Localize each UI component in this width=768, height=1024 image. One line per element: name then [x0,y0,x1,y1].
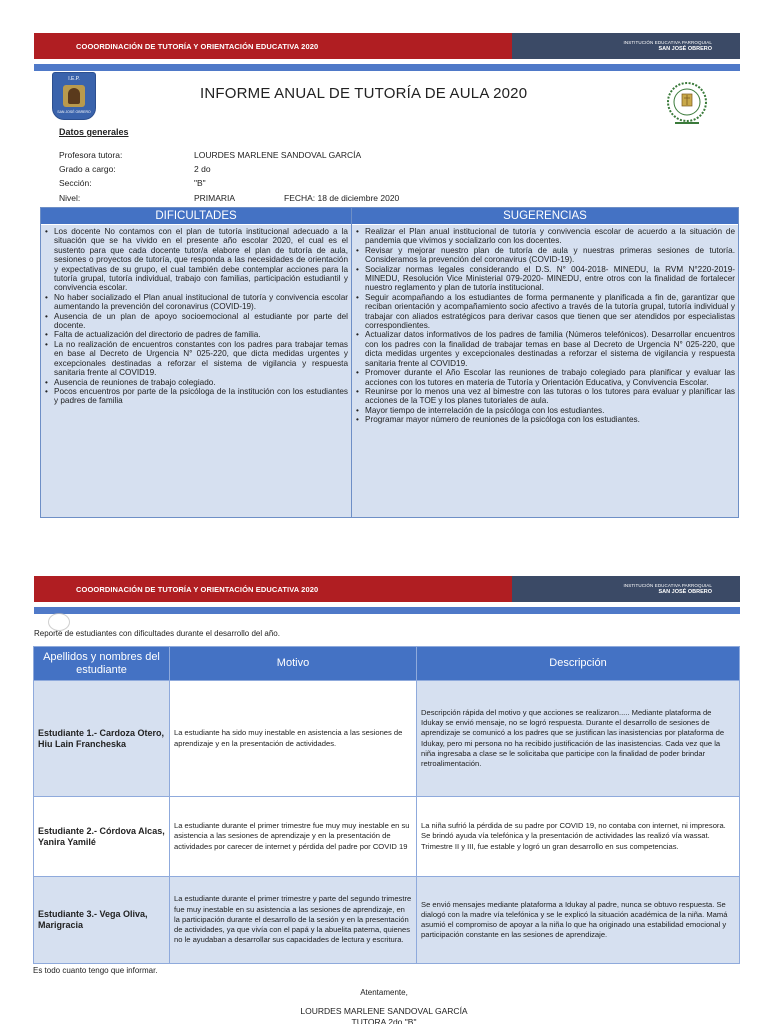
report-title: INFORME ANUAL DE TUTORÍA DE AULA 2020 [200,85,528,102]
difficulties-column [41,225,351,517]
closing-sentence: Es todo cuanto tengo que informar. [33,966,158,975]
students-table-header-row [34,647,740,681]
info-value: LOURDES MARLENE SANDOVAL GARCÍA [194,150,362,160]
students-table [33,646,740,964]
general-data-heading: Datos generales [59,127,129,137]
banner-institution-line1: INSTITUCIÓN EDUCATIVA PARROQUIAL [623,583,712,588]
suggestions-column [352,225,738,517]
student-name: Estudiante 2.- Córdova Alcas, Yanira Yamilé [34,797,170,877]
info-label: Nivel: [59,193,81,203]
student-name: Estudiante 3.- Vega Oliva, Marigracia [34,877,170,964]
student-description: Se envió mensajes mediante plataforma a Idukay al padre, nunca se obtuvo respuesta. Se dialogó con la madre vía telefónica y se le explicó la situación académica de la niña. Mamá asumió el compromiso de apoyar a la niña lo que ha originado una estabilidad emocional y participación constante en las sesiones de aprendizaje. [417,877,740,964]
info-label: Profesora tutora: [59,150,123,160]
column-header-name: Apellidos y nombres del estudiante [34,647,170,681]
student-motive: La estudiante durante el primer trimestre fue muy muy inestable en su asistencia a las sesiones de aprendizaje y en la presentación de actividades por carecer de internet y pérdida del padre por COVID 19 [170,797,417,877]
crest-top-text: I.E.P. [68,76,80,82]
difficulty-item: • Pocos encuentros por parte de la psicóloga de la institución con los estudiantes y padres de familia [44,387,348,406]
banner-institution-line1: INSTITUCIÓN EDUCATIVA PARROQUIAL [623,40,712,45]
suggestion-item: • Reunirse por lo menos una vez al bimestre con las tutoras o los tutores para evaluar y planificar las acciones de la TOE y los planes tutoriales de aula. [355,387,735,406]
banner-institution [512,576,740,602]
banner-coordination-text: COOORDINACIÓN DE TUTORÍA Y ORIENTACIÓN EDUCATIVA 2020 [34,33,512,59]
column-header-description: Descripción [417,647,740,681]
second-banner [34,576,740,602]
banner-coordination-text: COOORDINACIÓN DE TUTORÍA Y ORIENTACIÓN EDUCATIVA 2020 [34,576,512,602]
crest-figure-inner [68,88,80,104]
difficulties-header: DIFICULTADES [41,208,351,224]
difficulty-item: • Ausencia de reuniones de trabajo colegiado. [44,378,348,387]
info-label: Sección: [59,178,92,188]
institution-seal-logo [657,80,717,126]
banner-strip [34,64,740,71]
info-label: Grado a cargo: [59,164,116,174]
suggestion-item: • Seguir acompañando a los estudiantes de forma permanente y planificada a fin de, garantizar que reciban orientación y acompañamiento socio afectivo a través de la tutoría grupal, tutoría individual y trabajar con aliados estratégicos para derivar casos que tienen que ser atendidos por especialistas correspondientes. [355,293,735,331]
student-name: Estudiante 1.- Cardoza Otero, Hiu Lain Francheska [34,681,170,797]
closing-salutation: Atentamente, [360,988,408,997]
column-header-motive: Motivo [170,647,417,681]
school-crest-logo [52,72,96,120]
suggestion-item: • Mayor tiempo de interrelación de la psicóloga con los estudiantes. [355,406,735,415]
info-date: FECHA: 18 de diciembre 2020 [284,193,400,203]
info-value: 2 do [194,164,211,174]
banner-institution [512,33,740,59]
student-description: La niña sufrió la pérdida de su padre por COVID 19, no contaba con internet, ni impresora. Se brindó ayuda vía telefónica y la presentación de actividades las realizó vía wassat. Trimestre II y III, fue estable y logró un gran desarrollo en sus competencias. [417,797,740,877]
student-motive: La estudiante ha sido muy inestable en asistencia a las sesiones de aprendizaje y en la presentación de actividades. [170,681,417,797]
suggestion-item: • Programar mayor número de reuniones de la psicóloga con los estudiantes. [355,415,735,424]
banner-strip [34,607,740,614]
suggestion-item: • Socializar normas legales considerando el D.S. N° 004-2018- MINEDU, la RVM N°220-2019-MINEDU, Resolución Vice Ministerial 079-2020- MINEDU, entre otros con la finalidad de fortalecer nuestro reglamento y plan de tutoría institucional. [355,265,735,293]
difficulty-item: • Los docente No contamos con el plan de tutoría institucional adecuado a la situación que se ha vivido en el presente año escolar 2020, el cual es el sustento para que cada docente tutor/a elabore el plan de tutoría de aula, sesiones o proyectos de tutoría, que responda a las necesidades de orientación y expectativas de su grupo, el cual también debe contemplar acciones para la tutoría grupal, tutoría individual, trabajo con familias, participación estudiantil y convivencia escolar. [44,227,348,293]
info-value: "B" [194,178,206,188]
signature-name: LOURDES MARLENE SANDOVAL GARCÍA [300,1006,468,1016]
student-motive: La estudiante durante el primer trimestre y parte del segundo trimestre fue muy inestable en su asistencia a las sesiones de aprendizaje, en la participación durante el desarrollo de la sesión y en la presentación de actividades, ya que vivía con el papá y la abuelita paterna, quienes no le ayudaban a desarrollar sus capacidades de lectura y escritura. [170,877,417,964]
suggestion-item: • Promover durante el Año Escolar las reuniones de trabajo colegiado para planificar y evaluar las acciones con los tutores en materia de Tutoría y Orientación Educativa, y Convivencia Escolar. [355,368,735,387]
top-banner [34,33,740,59]
suggestions-header: SUGERENCIAS [352,208,738,224]
table-row [34,681,740,797]
signature-role: TUTORA 2do "B" [351,1017,417,1024]
difficulties-suggestions-table [40,207,739,518]
suggestion-item: • Revisar y mejorar nuestro plan de tutoría de aula y nuestras primeras sesiones de tutoría. Consideramos la prevención del coronavirus (COVID-19). [355,246,735,265]
student-description: Descripción rápida del motivo y que acciones se realizaron..... Mediante plataforma de Idukay se envió mensaje, no se logró respuesta. Durante el desarrollo de sesiones de aprendizaje se comunicó a los padres que se justifican las inasistencias por plataforma de Idukay, pero mi persona no ha recibido justificación de las inasistencias. Cada vez que la niña ingresaba a clase se le solicitaba que participe con la finalidad de poder brindar retroalimentación. [417,681,740,797]
difficulty-item: • Falta de actualización del directorio de padres de familia. [44,330,348,339]
table-row [34,877,740,964]
difficulty-item: • No haber socializado el Plan anual institucional de tutoría y convivencia escolar aumentando la prevención del coronavirus (COVID-19). [44,293,348,312]
crest-bottom-text: SAN JOSÉ OBRERO [57,110,91,114]
banner-institution-line2: SAN JOSÉ OBRERO [658,46,712,52]
banner-institution-line2: SAN JOSÉ OBRERO [658,589,712,595]
report-caption: Reporte de estudiantes con dificultades durante el desarrollo del año. [34,629,280,638]
info-value: PRIMARIA [194,193,236,203]
suggestion-item: • Actualizar datos informativos de los padres de familia (Números telefónicos). Desarrollar encuentros con los padres con la finalidad de trabajar temas en base al Decreto de Urgencia N° 025-220, que dicta medidas urgentes y excepcionales destinadas a reforzar el sistema de vigilancia y respuesta sanitaria frente al COVID19. [355,330,735,368]
difficulty-item: • Ausencia de un plan de apoyo socioemocional al estudiante por parte del docente. [44,312,348,331]
difficulty-item: • La no realización de encuentros constantes con los padres para trabajar temas en base al Decreto de Urgencia N° 025-220, que dicta medidas urgentes y excepcionales destinadas a reforzar el sistema de vigilancia y respuesta sanitaria frente al COVID19. [44,340,348,378]
table-row [34,797,740,877]
suggestion-item: • Realizar el Plan anual institucional de tutoría y convivencia escolar de acuerdo a la situación de pandemia que vivimos y socializarlo con los docentes. [355,227,735,246]
